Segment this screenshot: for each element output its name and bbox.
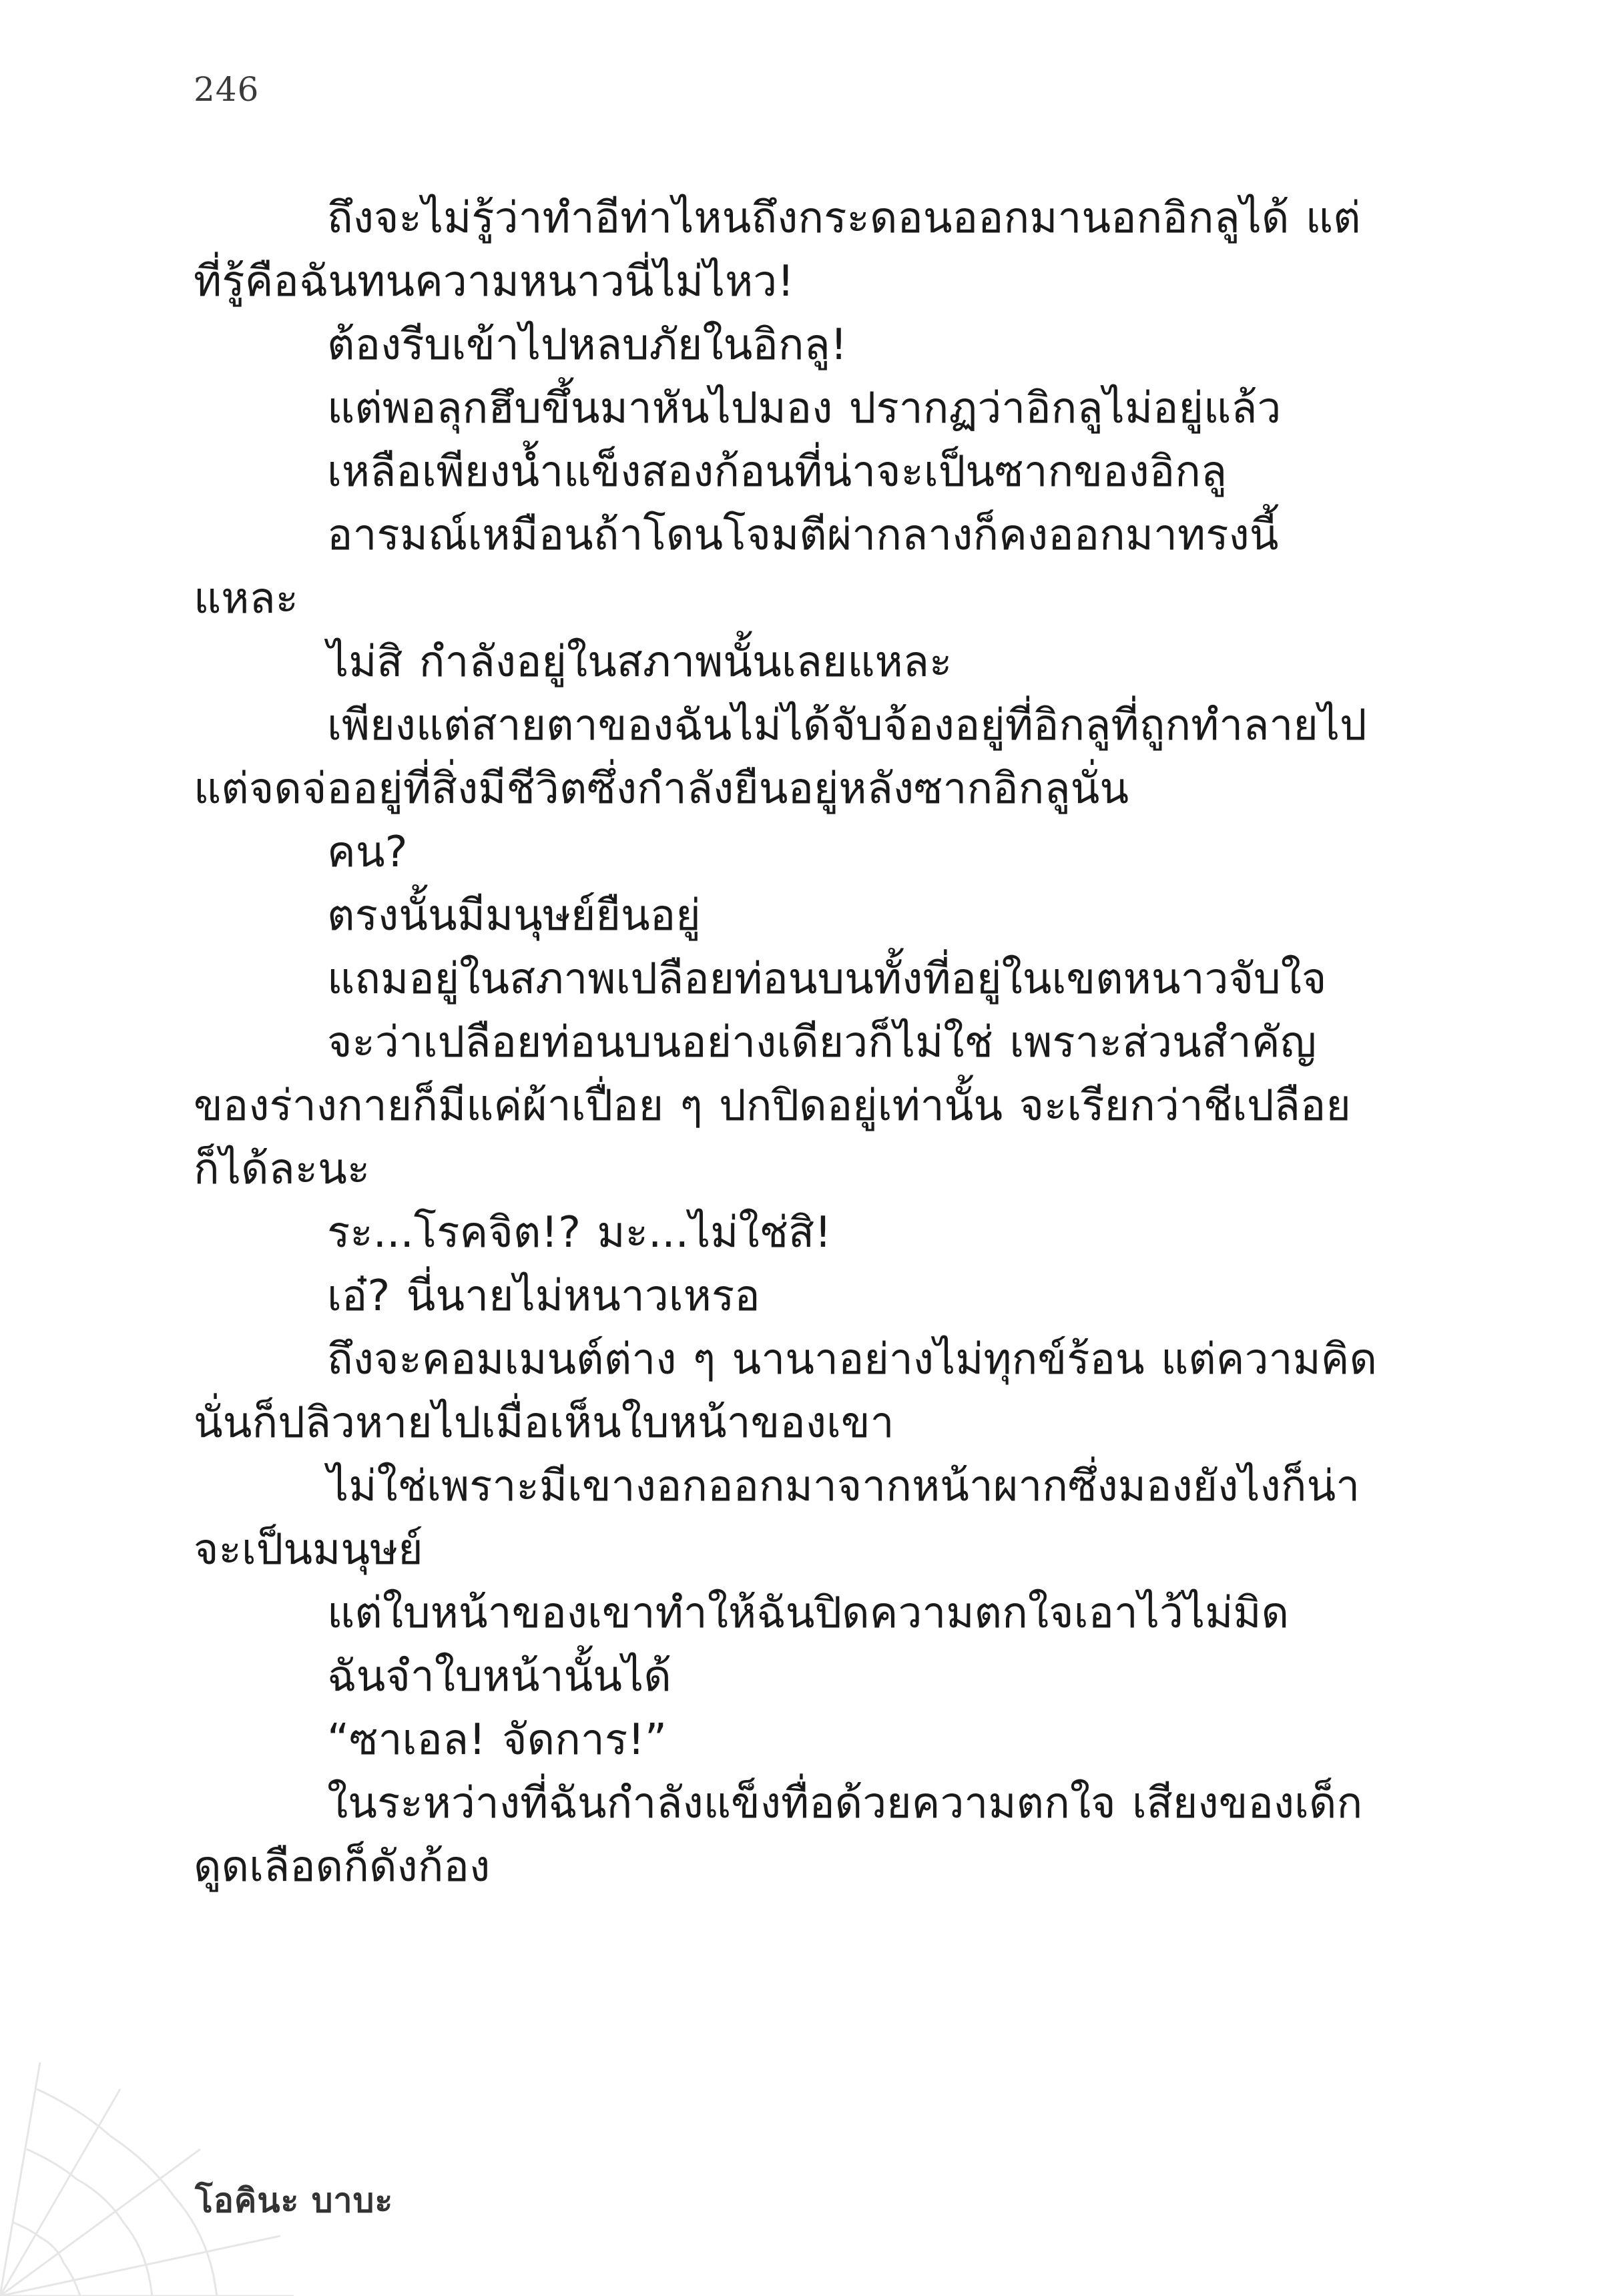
paragraph: เอ๋? นี่นายไม่หนาวเหรอ <box>327 1271 760 1321</box>
paragraph: ถึงจะไม่รู้ว่าทำอีท่าไหนถึงกระดอนออกมานอกอิกลูได้ แต่ที่รู้คือฉันทนความหนาวนี่ไม่ไหว! <box>194 194 1361 306</box>
paragraph: คน? <box>327 828 408 877</box>
paragraph: จะว่าเปลือยท่อนบนอย่างเดียวก็ไม่ใช่ เพราะส่วนสำคัญของร่างกายก็มีแค่ผ้าเปื่อย ๆ ปกปิดอยู่เท่านั้น จะเรียกว่าชีเปลือยก็ได้ละนะ <box>194 1018 1351 1194</box>
body-text <box>194 187 1382 1899</box>
paragraph: ระ...โรคจิต!? มะ...ไม่ใช่สิ! <box>327 1208 832 1257</box>
paragraph: ฉันจำใบหน้านั้นได้ <box>327 1652 671 1701</box>
paragraph: อารมณ์เหมือนถ้าโดนโจมตีผ่ากลางก็คงออกมาทรงนี้แหละ <box>194 511 1279 623</box>
paragraph: ต้องรีบเข้าไปหลบภัยในอิกลู! <box>327 320 848 370</box>
paragraph: แถมอยู่ในสภาพเปลือยท่อนบนทั้งที่อยู่ในเขตหนาวจับใจ <box>327 954 1327 1004</box>
paragraph: “ซาเอล! จัดการ!” <box>327 1715 667 1765</box>
paragraph: เหลือเพียงน้ำแข็งสองก้อนที่น่าจะเป็นซากของอิกลู <box>327 447 1228 497</box>
author-name: โอคินะ บาบะ <box>195 2181 394 2220</box>
paragraph: แต่พอลุกฮึบขึ้นมาหันไปมอง ปรากฏว่าอิกลูไม่อยู่แล้ว <box>327 384 1282 433</box>
paragraph: ในระหว่างที่ฉันกำลังแข็งทื่อด้วยความตกใจ เสียงของเด็กดูดเลือดก็ดังก้อง <box>194 1779 1363 1892</box>
paragraph: ตรงนั้นมีมนุษย์ยืนอยู่ <box>327 891 701 940</box>
paragraph: แต่ใบหน้าของเขาทำให้ฉันปิดความตกใจเอาไว้ไม่มิด <box>327 1589 1290 1638</box>
paragraph: ไม่สิ กำลังอยู่ในสภาพนั้นเลยแหละ <box>327 637 953 687</box>
page-number: 246 <box>194 70 260 109</box>
paragraph: เพียงแต่สายตาของฉันไม่ได้จับจ้องอยู่ที่อิกลูที่ถูกทำลายไปแต่จดจ่ออยู่ที่สิ่งมีชีวิตซึ่งกำลังยืนอยู่หลังซากอิกลูนั่น <box>194 701 1367 814</box>
paragraph: ถึงจะคอมเมนต์ต่าง ๆ นานาอย่างไม่ทุกข์ร้อน แต่ความคิดนั่นก็ปลิวหายไปเมื่อเห็นใบหน้าของเขา <box>194 1335 1378 1448</box>
paragraph: ไม่ใช่เพราะมีเขางอกออกมาจากหน้าผากซึ่งมองยังไงก็น่าจะเป็นมนุษย์ <box>194 1462 1360 1574</box>
